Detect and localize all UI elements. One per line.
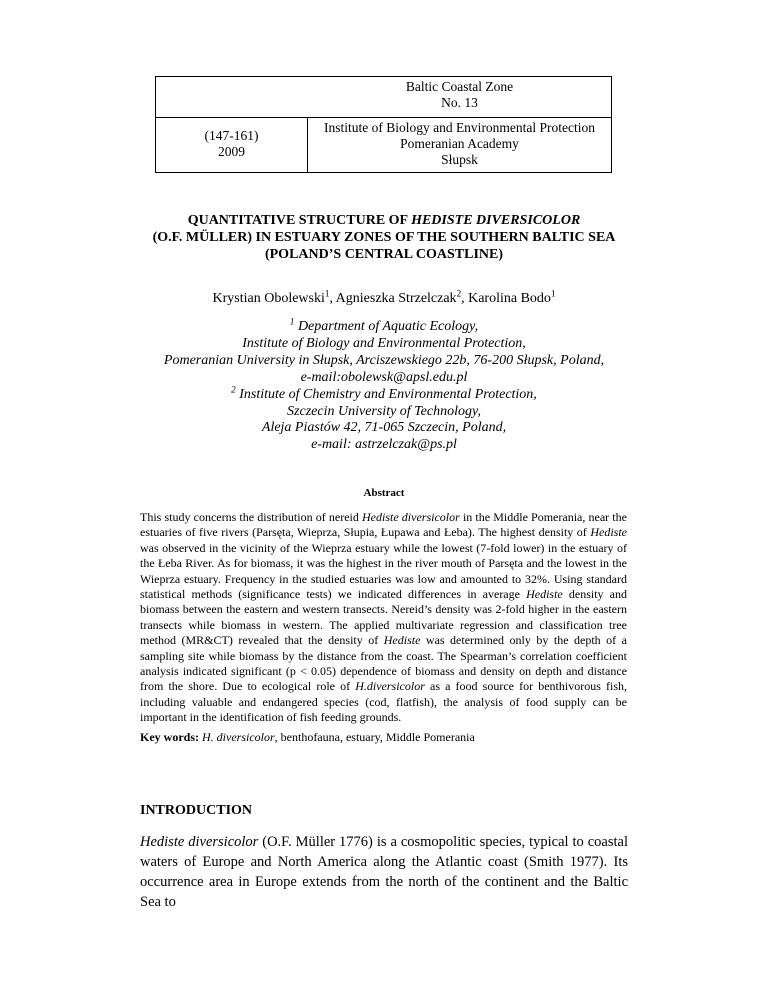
abstract-species-1: Hediste diversicolor (362, 510, 460, 524)
paper-title (0, 212, 768, 263)
author-3-affil: 1 (550, 288, 556, 299)
section-heading-introduction: INTRODUCTION (140, 803, 253, 818)
abstract-part-2: in the Middle Pomerania, near the estuaries of five rivers (Parsęta, Wieprza, Słupia, Łupawa and Łeba). The highest density of (140, 510, 627, 540)
abstract-species-4: Hediste (383, 633, 421, 648)
affiliation-1-line-3: Pomeranian University in Słupsk, Arciszewskiego 22b, 76-200 Słupsk, Poland, (163, 352, 605, 368)
abstract-part-5: was determined only by the depth of a sampling site while biomass by the distance from the coast. The Spearman’s correlation coefficient analysis indicated significant (p < 0.05) dependence of biomass and density on depth and distance from the shore. Due to ecological role of (140, 633, 627, 694)
abstract-heading: Abstract (363, 487, 405, 499)
abstract-part-4: density and biomass between the eastern and western transects. Nereid’s density was 2-fold higher in the eastern transects while biomass in western. The applied multivariate regression and classification tree method (MR&CT) revealed that the density of (140, 587, 627, 648)
keywords-label: Key words: (140, 730, 199, 744)
header-top-row (156, 77, 611, 118)
header-left-cell (156, 118, 308, 172)
affiliation-2-marker: 2 (231, 383, 236, 394)
affiliation-1-line-2: Institute of Biology and Environmental Protection, (242, 335, 526, 351)
publisher-institute: Institute of Biology and Environmental Protection (323, 120, 596, 135)
title-prefix: QUANTITATIVE STRUCTURE OF (187, 213, 412, 228)
author-2: Agnieszka Strzelczak (335, 291, 457, 306)
publisher-info (308, 120, 611, 168)
publisher-city: Słupsk (441, 152, 478, 167)
abstract-text (140, 510, 627, 726)
affiliation-2-line-3: Aleja Piastów 42, 71-065 Szczecin, Poland, (261, 420, 507, 436)
journal-name: Baltic Coastal Zone (405, 79, 514, 94)
affiliation-2-email: e-mail: astrzelczak@ps.pl (311, 437, 457, 453)
author-2-affil: 2 (456, 288, 462, 299)
affiliation-2-line-1: Institute of Chemistry and Environmental Protection, (239, 386, 537, 402)
intro-body: (O.F. Müller 1776) is a cosmopolitic species, typical to coastal waters of Europe and North America along the Atlantic coast (Smith 1977). Its occurrence area in Europe extends from the north of the continent and the Baltic Sea to (140, 834, 628, 910)
affiliation-1-email: e-mail:obolewsk@apsl.edu.pl (300, 369, 468, 385)
abstract-species-3: Hediste (526, 587, 563, 602)
year: 2009 (218, 144, 245, 159)
journal-info (308, 79, 611, 111)
title-line-3: (POLAND’S CENTRAL COASTLINE) (264, 247, 504, 262)
affiliations (0, 316, 768, 454)
title-species: HEDISTE DIVERSICOLOR (411, 213, 581, 228)
pages-year (156, 128, 307, 160)
author-3: Karolina Bodo (468, 291, 551, 306)
keywords (140, 730, 627, 745)
affiliation-1-line-1: Department of Aquatic Ecology, (297, 319, 479, 334)
title-line-2: (O.F. MÜLLER) IN ESTUARY ZONES OF THE SOUTHERN BALTIC SEA (152, 230, 616, 245)
author-1: Krystian Obolewski (212, 291, 325, 306)
keywords-rest: , benthofauna, estuary, Middle Pomerania (274, 730, 475, 744)
abstract-part-6: as a food source for benthivorous fish, including valuable and endangered species (cod, flatfish), the analysis of food supply can be important in the identification of fish feeding grounds. (140, 679, 627, 725)
abstract-species-5: H.diversicolor (355, 679, 425, 694)
introduction-text (140, 832, 628, 912)
publisher-academy: Pomeranian Academy (400, 136, 519, 151)
journal-number: No. 13 (441, 95, 478, 110)
abstract-part-3: was observed in the vicinity of the Wieprza estuary while the lowest (7-fold lower) in the estuary of the Łeba River. As for biomass, it was the highest in the river mouth of Parsęta and the lowest in the Wieprza estuary. Frequency in the studied estuaries was low and amounted to 32%. Using standard statistical methods (significance tests) we indicated differences in average (140, 540, 627, 602)
author-1-affil: 1 (324, 288, 330, 299)
author-list: Krystian Obolewski$^1$, Agnieszka Strzelczak$^2$, Karolina Bodo$^1$ (212, 288, 556, 306)
abstract-species-2: Hediste (590, 525, 627, 540)
page-range: (147-161) (204, 128, 259, 143)
journal-header-box (155, 76, 612, 173)
abstract-part-1: This study concerns the distribution of nereid (140, 510, 362, 524)
affiliation-1-marker: 1 (289, 316, 295, 327)
keyword-species: H. diversicolor (202, 730, 275, 744)
intro-species: Hediste diversicolor (140, 834, 259, 850)
affiliation-2-line-2: Szczecin University of Technology, (287, 403, 481, 419)
